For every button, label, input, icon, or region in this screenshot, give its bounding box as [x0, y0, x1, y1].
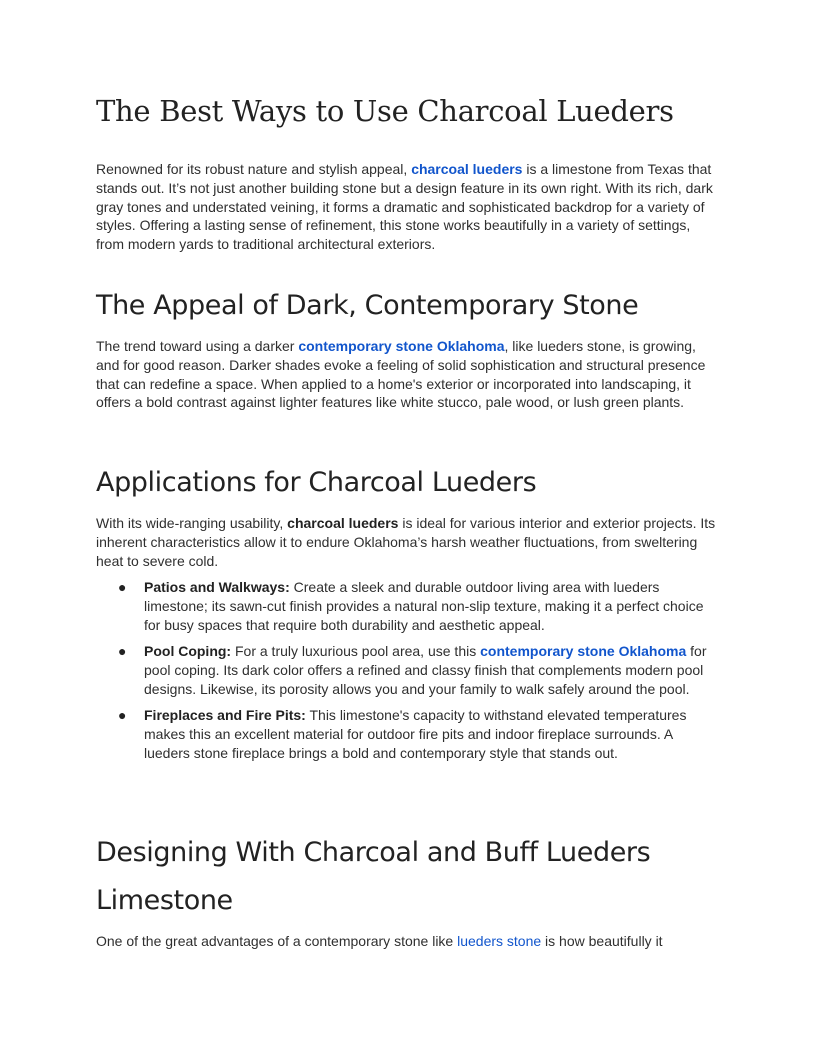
section-heading-designing-line2: Limestone: [96, 885, 233, 916]
bullet-icon: ●: [118, 579, 127, 595]
bullet-term: Fireplaces and Fire Pits:: [144, 706, 306, 723]
charcoal-lueders-bold: charcoal lueders: [287, 515, 399, 531]
appeal-paragraph: [96, 337, 720, 412]
appeal-text-post: , like lueders stone, is growing, and for good reason. Darker shades evoke a feeling of solid sophistication and structural presence that can redefine a space. When applied to a home's exterior or incorporated into landscaping, it offers a bold contrast against lighter features like white stucco, pale wood, or lush green plants.: [96, 338, 706, 411]
intro-text-post: is a limestone from Texas that stands out. It’s not just another building stone but a design feature in its own right. With its rich, dark gray tones and understated veining, it forms a dramatic and sophisticated backdrop for a variety of styles. Offering a lasting sense of refinement, this stone works beautifully in a variety of settings, from modern yards to traditional architectural exteriors.: [96, 161, 713, 253]
section-heading-designing: Designing With Charcoal and Buff Lueders: [96, 837, 651, 868]
intro-paragraph: [96, 160, 720, 254]
section-heading-applications: Applications for Charcoal Lueders: [96, 467, 537, 498]
intro-text-pre: Renowned for its robust nature and stylish appeal,: [96, 161, 412, 177]
designing-paragraph: [96, 932, 720, 951]
applications-text-pre: With its wide-ranging usability,: [96, 515, 288, 531]
designing-text-pre: One of the great advantages of a contemporary stone like: [96, 933, 458, 949]
bullet-term: Pool Coping:: [144, 642, 232, 659]
list-item-patios: [96, 578, 720, 634]
contemporary-stone-link-2[interactable]: contemporary stone Oklahoma: [480, 642, 687, 659]
section-heading-appeal: The Appeal of Dark, Contemporary Stone: [96, 290, 639, 321]
bullet-icon: ●: [118, 642, 127, 659]
bullet-text: Create a sleek and durable outdoor living area with lueders limestone; its sawn-cut finish provides a natural non-slip texture, making it a perfect choice for busy spaces that require both durability and aesthetic appeal.: [144, 579, 704, 633]
list-item-fireplaces: [96, 706, 720, 762]
applications-text-post: is ideal for various interior and exterior projects. Its inherent characteristics allow it to endure Oklahoma’s harsh weather fluctuations, from sweltering heat to severe cold.: [96, 515, 716, 569]
document-title: The Best Ways to Use Charcoal Lueders: [96, 94, 674, 128]
bullet-text: This limestone's capacity to withstand elevated temperatures makes this an excellent material for outdoor fire pits and indoor fireplace surrounds. A lueders stone fireplace brings a bold and contemporary style that stands out.: [144, 706, 687, 761]
appeal-text-pre: The trend toward using a darker: [96, 338, 299, 354]
applications-list: [96, 578, 720, 770]
bullet-icon: ●: [118, 706, 127, 723]
charcoal-lueders-link[interactable]: charcoal lueders: [411, 161, 523, 177]
list-item-pool-coping: [96, 642, 720, 698]
applications-paragraph: [96, 514, 720, 570]
bullet-text: for pool coping. Its dark color offers a refined and classy finish that complements modern pool designs. Likewise, its porosity allows you and your family to walk safely around the pool.: [144, 642, 707, 697]
bullet-text-pre: For a truly luxurious pool area, use this: [231, 642, 481, 659]
designing-text-post: is how beautifully it: [541, 933, 663, 949]
bullet-term: Patios and Walkways:: [144, 579, 290, 595]
lueders-stone-link[interactable]: lueders stone: [457, 933, 542, 949]
contemporary-stone-link[interactable]: contemporary stone Oklahoma: [298, 338, 505, 354]
